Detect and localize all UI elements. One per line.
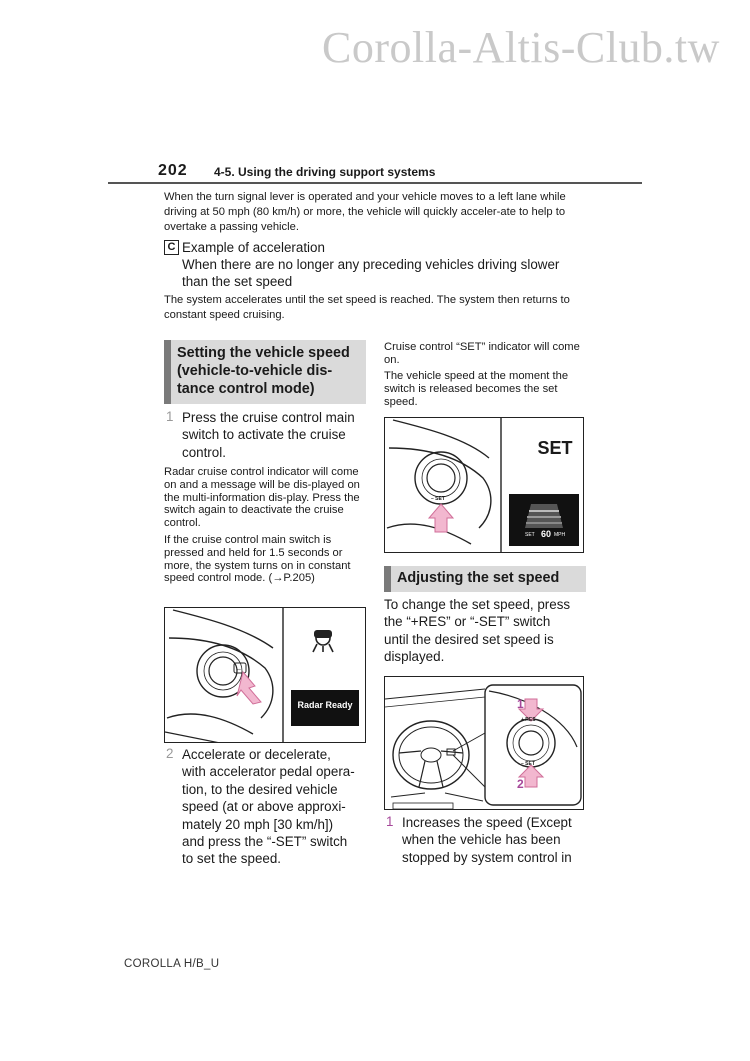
text-line: the “+RES” or “-SET” switch bbox=[384, 614, 551, 630]
step1-text bbox=[182, 409, 355, 461]
text-line: with accelerator pedal opera- bbox=[182, 764, 355, 780]
figure-res-set-switch bbox=[384, 676, 584, 810]
set-switch-label: – SET bbox=[521, 761, 535, 767]
adjusting-paragraph bbox=[384, 596, 570, 666]
text-line: stopped by system control in bbox=[402, 849, 572, 865]
text-line: to set the speed. bbox=[182, 851, 282, 867]
footer-label: COROLLA H/B_U bbox=[124, 958, 220, 970]
heading-setting-speed bbox=[164, 340, 366, 404]
text-line: displayed. bbox=[384, 649, 445, 665]
c-line2: than the set speed bbox=[182, 274, 293, 289]
text-line: Press the cruise control main bbox=[182, 410, 355, 425]
note-constant-speed: If the cruise control main switch is pressed and held for 1.5 seconds or more, the system turns on in constant speed control mode. (→P.205) bbox=[164, 534, 351, 585]
text-line: mately 20 mph [30 km/h]) bbox=[182, 816, 334, 832]
steering-switch-illustration bbox=[165, 608, 366, 743]
display-speed-value: 60 bbox=[541, 529, 552, 539]
step-number: 2 bbox=[166, 746, 174, 761]
section-title: 4-5. Using the driving support systems bbox=[214, 165, 436, 179]
dashboard-illustration bbox=[385, 677, 584, 810]
header-rule bbox=[108, 182, 642, 184]
page-number: 202 bbox=[158, 162, 188, 179]
text-line: control. bbox=[182, 444, 226, 460]
intro-closing: The system accelerates until the set speed is reached. The system then returns to constant speed cruising. bbox=[164, 294, 570, 321]
c-marker-icon: C bbox=[164, 240, 179, 255]
callout-1: 1 bbox=[517, 697, 524, 711]
text-line: tion, to the desired vehicle bbox=[182, 781, 338, 797]
display-speed-unit: MPH bbox=[554, 532, 566, 538]
step2-text bbox=[182, 746, 355, 868]
text-line: when the vehicle has been bbox=[402, 832, 561, 848]
watermark: Corolla-Altis-Club.tw bbox=[322, 23, 720, 72]
text-line: until the desired set speed is bbox=[384, 631, 554, 647]
svg-text:⇔: ⇔ bbox=[236, 667, 242, 673]
text-line: To change the set speed, press bbox=[384, 597, 571, 612]
text-line: switch to activate the cruise bbox=[182, 427, 346, 443]
intro-paragraph: When the turn signal lever is operated and your vehicle moves to a left lane while driving at 50 mph (80 km/h) or more, the vehicle will quickly acceler-ate to help to overtake a passing vehicle. bbox=[164, 191, 566, 233]
c-line1: When there are no longer any preceding vehicles driving slower bbox=[182, 257, 560, 272]
note-radar-indicator: Radar cruise control indicator will come on and a message will be dis-played on the multi-information dis-play. Press the switch again to deactivate the cruise control. bbox=[164, 466, 360, 530]
heading-line: tance control mode) bbox=[177, 381, 315, 397]
text-line: Accelerate or decelerate, bbox=[182, 747, 331, 762]
figure-set-switch bbox=[384, 417, 584, 553]
heading-line: (vehicle-to-vehicle dis- bbox=[177, 363, 333, 379]
heading-adjusting-speed: Adjusting the set speed bbox=[384, 566, 586, 592]
note-set-indicator: Cruise control “SET” indicator will come on. bbox=[384, 341, 580, 366]
radar-ready-display: Radar Ready bbox=[297, 700, 353, 710]
step-number: 1 bbox=[386, 814, 394, 829]
text-line: Increases the speed (Except bbox=[402, 815, 572, 830]
c-title: Example of acceleration bbox=[182, 240, 325, 255]
figure-main-switch bbox=[164, 607, 366, 743]
radar-cruise-icon bbox=[313, 630, 333, 652]
set-indicator-label: SET bbox=[537, 438, 573, 458]
display-set-label: SET bbox=[525, 532, 535, 538]
text-line: and press the “-SET” switch bbox=[182, 834, 348, 850]
step-number: 1 bbox=[166, 409, 174, 424]
note-set-speed: The vehicle speed at the moment the switch is released becomes the set speed. bbox=[384, 370, 569, 408]
increase-speed-text bbox=[402, 814, 572, 866]
callout-2: 2 bbox=[517, 777, 524, 791]
switch-set-label: – SET bbox=[431, 496, 445, 502]
heading-line: Setting the vehicle speed bbox=[177, 345, 350, 361]
text-line: speed (at or above approxi- bbox=[182, 799, 346, 815]
res-switch-label: + RES bbox=[521, 717, 536, 723]
